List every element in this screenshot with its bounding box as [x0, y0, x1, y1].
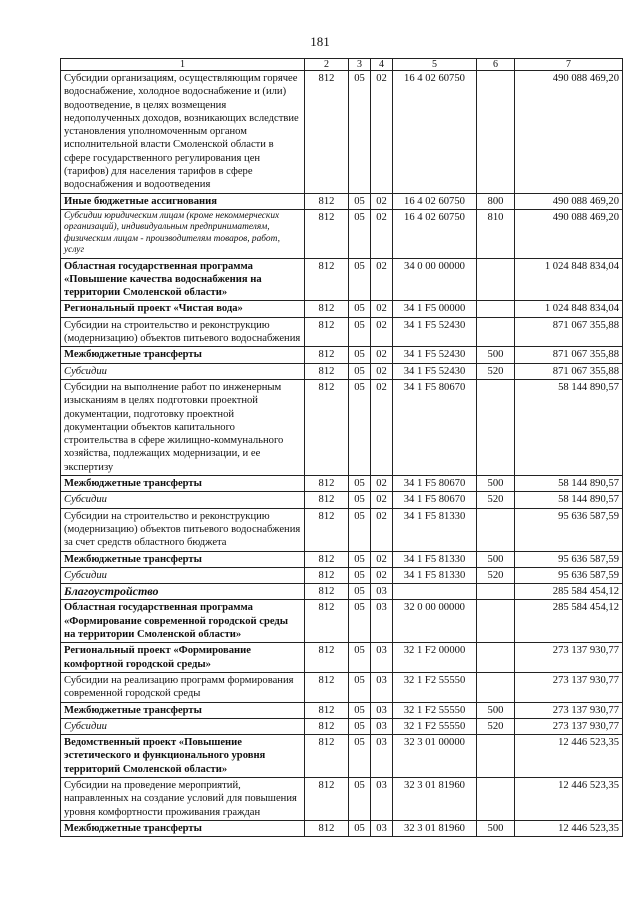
- row-grbs-code: 812: [305, 258, 349, 301]
- row-expense-type: [477, 317, 515, 347]
- row-amount: 871 067 355,88: [515, 347, 623, 363]
- row-grbs-code: 812: [305, 718, 349, 734]
- table-row: [61, 584, 623, 600]
- row-name: Региональный проект «Формирование комфортной городской среды»: [61, 643, 305, 673]
- row-grbs-code: 812: [305, 702, 349, 718]
- table-row: [61, 301, 623, 317]
- row-subsection-code: 02: [371, 363, 393, 379]
- table-row: [61, 718, 623, 734]
- table-row: [61, 820, 623, 836]
- row-target-article: 32 3 01 00000: [393, 735, 477, 778]
- row-amount: 12 446 523,35: [515, 820, 623, 836]
- row-subsection-code: 02: [371, 508, 393, 551]
- row-target-article: 32 1 F2 55550: [393, 672, 477, 702]
- row-section-code: 05: [349, 492, 371, 508]
- row-amount: 490 088 469,20: [515, 209, 623, 258]
- row-target-article: 34 0 00 00000: [393, 258, 477, 301]
- table-row: [61, 193, 623, 209]
- row-subsection-code: 03: [371, 820, 393, 836]
- row-name: Субсидии организациям, осуществляющим горячее водоснабжение, холодное водоснабжение и (или) водоотведение, в целях возмещения недополученных доходов, возникающих вследствие установления уполномоченным органом исполнительной власти Смоленской области в сфере государственного регулирования цен (тарифов) для населения тарифов в сфере водоснабжения и водоотведения: [61, 71, 305, 194]
- row-expense-type: 810: [477, 209, 515, 258]
- row-target-article: 34 1 F5 00000: [393, 301, 477, 317]
- row-section-code: 05: [349, 672, 371, 702]
- row-subsection-code: 02: [371, 71, 393, 194]
- row-target-article: 16 4 02 60750: [393, 71, 477, 194]
- row-section-code: 05: [349, 379, 371, 475]
- row-amount: 490 088 469,20: [515, 71, 623, 194]
- row-subsection-code: 03: [371, 672, 393, 702]
- row-amount: 871 067 355,88: [515, 317, 623, 347]
- row-section-code: 05: [349, 508, 371, 551]
- row-expense-type: [477, 584, 515, 600]
- row-name: Субсидии на строительство и реконструкцию (модернизацию) объектов питьевого водоснабжения: [61, 317, 305, 347]
- row-amount: 273 137 930,77: [515, 643, 623, 673]
- row-grbs-code: 812: [305, 209, 349, 258]
- row-subsection-code: 02: [371, 258, 393, 301]
- table-body: [61, 71, 623, 837]
- row-subsection-code: 03: [371, 643, 393, 673]
- row-target-article: 34 1 F5 80670: [393, 476, 477, 492]
- row-section-code: 05: [349, 820, 371, 836]
- row-name: Субсидии на реализацию программ формирования современной городской среды: [61, 672, 305, 702]
- row-section-code: 05: [349, 209, 371, 258]
- table-row: [61, 363, 623, 379]
- row-amount: 58 144 890,57: [515, 379, 623, 475]
- row-expense-type: [477, 672, 515, 702]
- row-amount: 273 137 930,77: [515, 702, 623, 718]
- table-row: [61, 508, 623, 551]
- row-expense-type: [477, 735, 515, 778]
- table-row: [61, 600, 623, 643]
- row-name: Ведомственный проект «Повышение эстетического и функционального уровня территорий Смоленской области»: [61, 735, 305, 778]
- row-grbs-code: 812: [305, 317, 349, 347]
- page-number: 181: [310, 34, 330, 49]
- header-col-3: 3: [349, 59, 371, 71]
- row-grbs-code: 812: [305, 820, 349, 836]
- row-amount: 871 067 355,88: [515, 363, 623, 379]
- row-expense-type: 500: [477, 702, 515, 718]
- row-expense-type: [477, 258, 515, 301]
- row-grbs-code: 812: [305, 347, 349, 363]
- row-grbs-code: 812: [305, 71, 349, 194]
- row-amount: 95 636 587,59: [515, 567, 623, 583]
- row-section-code: 05: [349, 643, 371, 673]
- row-name: Субсидии: [61, 492, 305, 508]
- row-grbs-code: 812: [305, 551, 349, 567]
- row-name: Межбюджетные трансферты: [61, 820, 305, 836]
- row-subsection-code: 02: [371, 567, 393, 583]
- row-section-code: 05: [349, 317, 371, 347]
- row-name: Межбюджетные трансферты: [61, 702, 305, 718]
- row-expense-type: [477, 508, 515, 551]
- row-grbs-code: 812: [305, 476, 349, 492]
- row-expense-type: 500: [477, 476, 515, 492]
- row-name: Субсидии: [61, 718, 305, 734]
- row-name: Субсидии на выполнение работ по инженерным изысканиям в целях подготовки проектной документации, подготовку проектной документации объектов капитального строительства в сфере жилищно-коммунального хозяйства, подлежащих модернизации, и ее экспертизу: [61, 379, 305, 475]
- header-col-6: 6: [477, 59, 515, 71]
- row-amount: 285 584 454,12: [515, 584, 623, 600]
- table-row: [61, 735, 623, 778]
- table-row: [61, 209, 623, 258]
- row-name: Субсидии на проведение мероприятий, направленных на создание условий для повышения уровня комфортности проживания граждан: [61, 777, 305, 820]
- row-subsection-code: 02: [371, 317, 393, 347]
- row-name: Субсидии: [61, 567, 305, 583]
- row-amount: 1 024 848 834,04: [515, 258, 623, 301]
- row-grbs-code: 812: [305, 643, 349, 673]
- row-section-code: 05: [349, 702, 371, 718]
- row-expense-type: 520: [477, 567, 515, 583]
- row-target-article: 32 0 00 00000: [393, 600, 477, 643]
- row-target-article: 34 1 F5 52430: [393, 317, 477, 347]
- row-section-code: 05: [349, 600, 371, 643]
- row-grbs-code: 812: [305, 193, 349, 209]
- row-name: Субсидии юридическим лицам (кроме некоммерческих организаций), индивидуальным предпринимателям, физическим лицам - производителям товаров, работ, услуг: [61, 209, 305, 258]
- row-expense-type: [477, 71, 515, 194]
- row-grbs-code: 812: [305, 379, 349, 475]
- row-subsection-code: 02: [371, 492, 393, 508]
- table-row: [61, 643, 623, 673]
- row-section-code: 05: [349, 584, 371, 600]
- row-target-article: [393, 584, 477, 600]
- budget-table: [60, 58, 623, 837]
- row-name: Субсидии на строительство и реконструкцию (модернизацию) объектов питьевого водоснабжения за счет средств областного бюджета: [61, 508, 305, 551]
- row-target-article: 32 3 01 81960: [393, 777, 477, 820]
- row-target-article: 34 1 F5 81330: [393, 508, 477, 551]
- row-amount: 490 088 469,20: [515, 193, 623, 209]
- row-subsection-code: 02: [371, 347, 393, 363]
- table-row: [61, 317, 623, 347]
- row-target-article: 16 4 02 60750: [393, 209, 477, 258]
- row-amount: 95 636 587,59: [515, 551, 623, 567]
- row-amount: 12 446 523,35: [515, 735, 623, 778]
- row-subsection-code: 03: [371, 702, 393, 718]
- row-section-code: 05: [349, 258, 371, 301]
- header-col-2: 2: [305, 59, 349, 71]
- table-row: [61, 702, 623, 718]
- row-amount: 58 144 890,57: [515, 492, 623, 508]
- row-section-code: 05: [349, 735, 371, 778]
- row-subsection-code: 02: [371, 301, 393, 317]
- row-target-article: 32 3 01 81960: [393, 820, 477, 836]
- table-row: [61, 777, 623, 820]
- row-name: Региональный проект «Чистая вода»: [61, 301, 305, 317]
- row-expense-type: [477, 777, 515, 820]
- row-subsection-code: 03: [371, 600, 393, 643]
- row-name: Межбюджетные трансферты: [61, 551, 305, 567]
- row-target-article: 32 1 F2 00000: [393, 643, 477, 673]
- row-grbs-code: 812: [305, 567, 349, 583]
- row-target-article: 32 1 F2 55550: [393, 718, 477, 734]
- row-section-code: 05: [349, 193, 371, 209]
- row-expense-type: 500: [477, 551, 515, 567]
- row-grbs-code: 812: [305, 600, 349, 643]
- row-grbs-code: 812: [305, 777, 349, 820]
- row-expense-type: 520: [477, 718, 515, 734]
- table-row: [61, 567, 623, 583]
- row-expense-type: [477, 379, 515, 475]
- row-target-article: 34 1 F5 80670: [393, 379, 477, 475]
- table-row: [61, 71, 623, 194]
- table-header-row: [61, 59, 623, 71]
- row-target-article: 34 1 F5 52430: [393, 347, 477, 363]
- row-target-article: 16 4 02 60750: [393, 193, 477, 209]
- row-section-code: 05: [349, 301, 371, 317]
- row-section-code: 05: [349, 567, 371, 583]
- row-name: Благоустройство: [61, 584, 305, 600]
- row-subsection-code: 02: [371, 476, 393, 492]
- row-section-code: 05: [349, 363, 371, 379]
- row-grbs-code: 812: [305, 672, 349, 702]
- table-row: [61, 379, 623, 475]
- table-row: [61, 476, 623, 492]
- row-expense-type: 520: [477, 363, 515, 379]
- row-name: Иные бюджетные ассигнования: [61, 193, 305, 209]
- table-row: [61, 492, 623, 508]
- row-grbs-code: 812: [305, 301, 349, 317]
- row-grbs-code: 812: [305, 584, 349, 600]
- table-row: [61, 258, 623, 301]
- header-col-1: 1: [61, 59, 305, 71]
- row-section-code: 05: [349, 71, 371, 194]
- row-subsection-code: 03: [371, 735, 393, 778]
- row-amount: 58 144 890,57: [515, 476, 623, 492]
- table-row: [61, 672, 623, 702]
- row-amount: 273 137 930,77: [515, 718, 623, 734]
- row-grbs-code: 812: [305, 508, 349, 551]
- table-row: [61, 347, 623, 363]
- header-col-4: 4: [371, 59, 393, 71]
- header-col-5: 5: [393, 59, 477, 71]
- row-subsection-code: 03: [371, 718, 393, 734]
- row-section-code: 05: [349, 476, 371, 492]
- table-row: [61, 551, 623, 567]
- row-expense-type: 500: [477, 347, 515, 363]
- row-name: Межбюджетные трансферты: [61, 476, 305, 492]
- row-subsection-code: 02: [371, 551, 393, 567]
- row-grbs-code: 812: [305, 735, 349, 778]
- row-target-article: 34 1 F5 80670: [393, 492, 477, 508]
- row-amount: 273 137 930,77: [515, 672, 623, 702]
- row-amount: 95 636 587,59: [515, 508, 623, 551]
- row-name: Межбюджетные трансферты: [61, 347, 305, 363]
- row-expense-type: [477, 643, 515, 673]
- row-expense-type: 520: [477, 492, 515, 508]
- row-amount: 12 446 523,35: [515, 777, 623, 820]
- row-subsection-code: 02: [371, 193, 393, 209]
- row-amount: 1 024 848 834,04: [515, 301, 623, 317]
- row-name: Областная государственная программа «Повышение качества водоснабжения на территории Смоленской области»: [61, 258, 305, 301]
- row-subsection-code: 02: [371, 379, 393, 475]
- row-subsection-code: 03: [371, 777, 393, 820]
- row-target-article: 34 1 F5 81330: [393, 551, 477, 567]
- row-target-article: 34 1 F5 81330: [393, 567, 477, 583]
- row-expense-type: [477, 600, 515, 643]
- row-section-code: 05: [349, 347, 371, 363]
- row-grbs-code: 812: [305, 492, 349, 508]
- row-section-code: 05: [349, 718, 371, 734]
- row-section-code: 05: [349, 777, 371, 820]
- row-grbs-code: 812: [305, 363, 349, 379]
- header-col-7: 7: [515, 59, 623, 71]
- row-target-article: 34 1 F5 52430: [393, 363, 477, 379]
- row-section-code: 05: [349, 551, 371, 567]
- row-expense-type: 800: [477, 193, 515, 209]
- row-target-article: 32 1 F2 55550: [393, 702, 477, 718]
- row-name: Субсидии: [61, 363, 305, 379]
- row-expense-type: [477, 301, 515, 317]
- row-expense-type: 500: [477, 820, 515, 836]
- row-amount: 285 584 454,12: [515, 600, 623, 643]
- row-subsection-code: 03: [371, 584, 393, 600]
- row-name: Областная государственная программа «Формирование современной городской среды на территории Смоленской области»: [61, 600, 305, 643]
- row-subsection-code: 02: [371, 209, 393, 258]
